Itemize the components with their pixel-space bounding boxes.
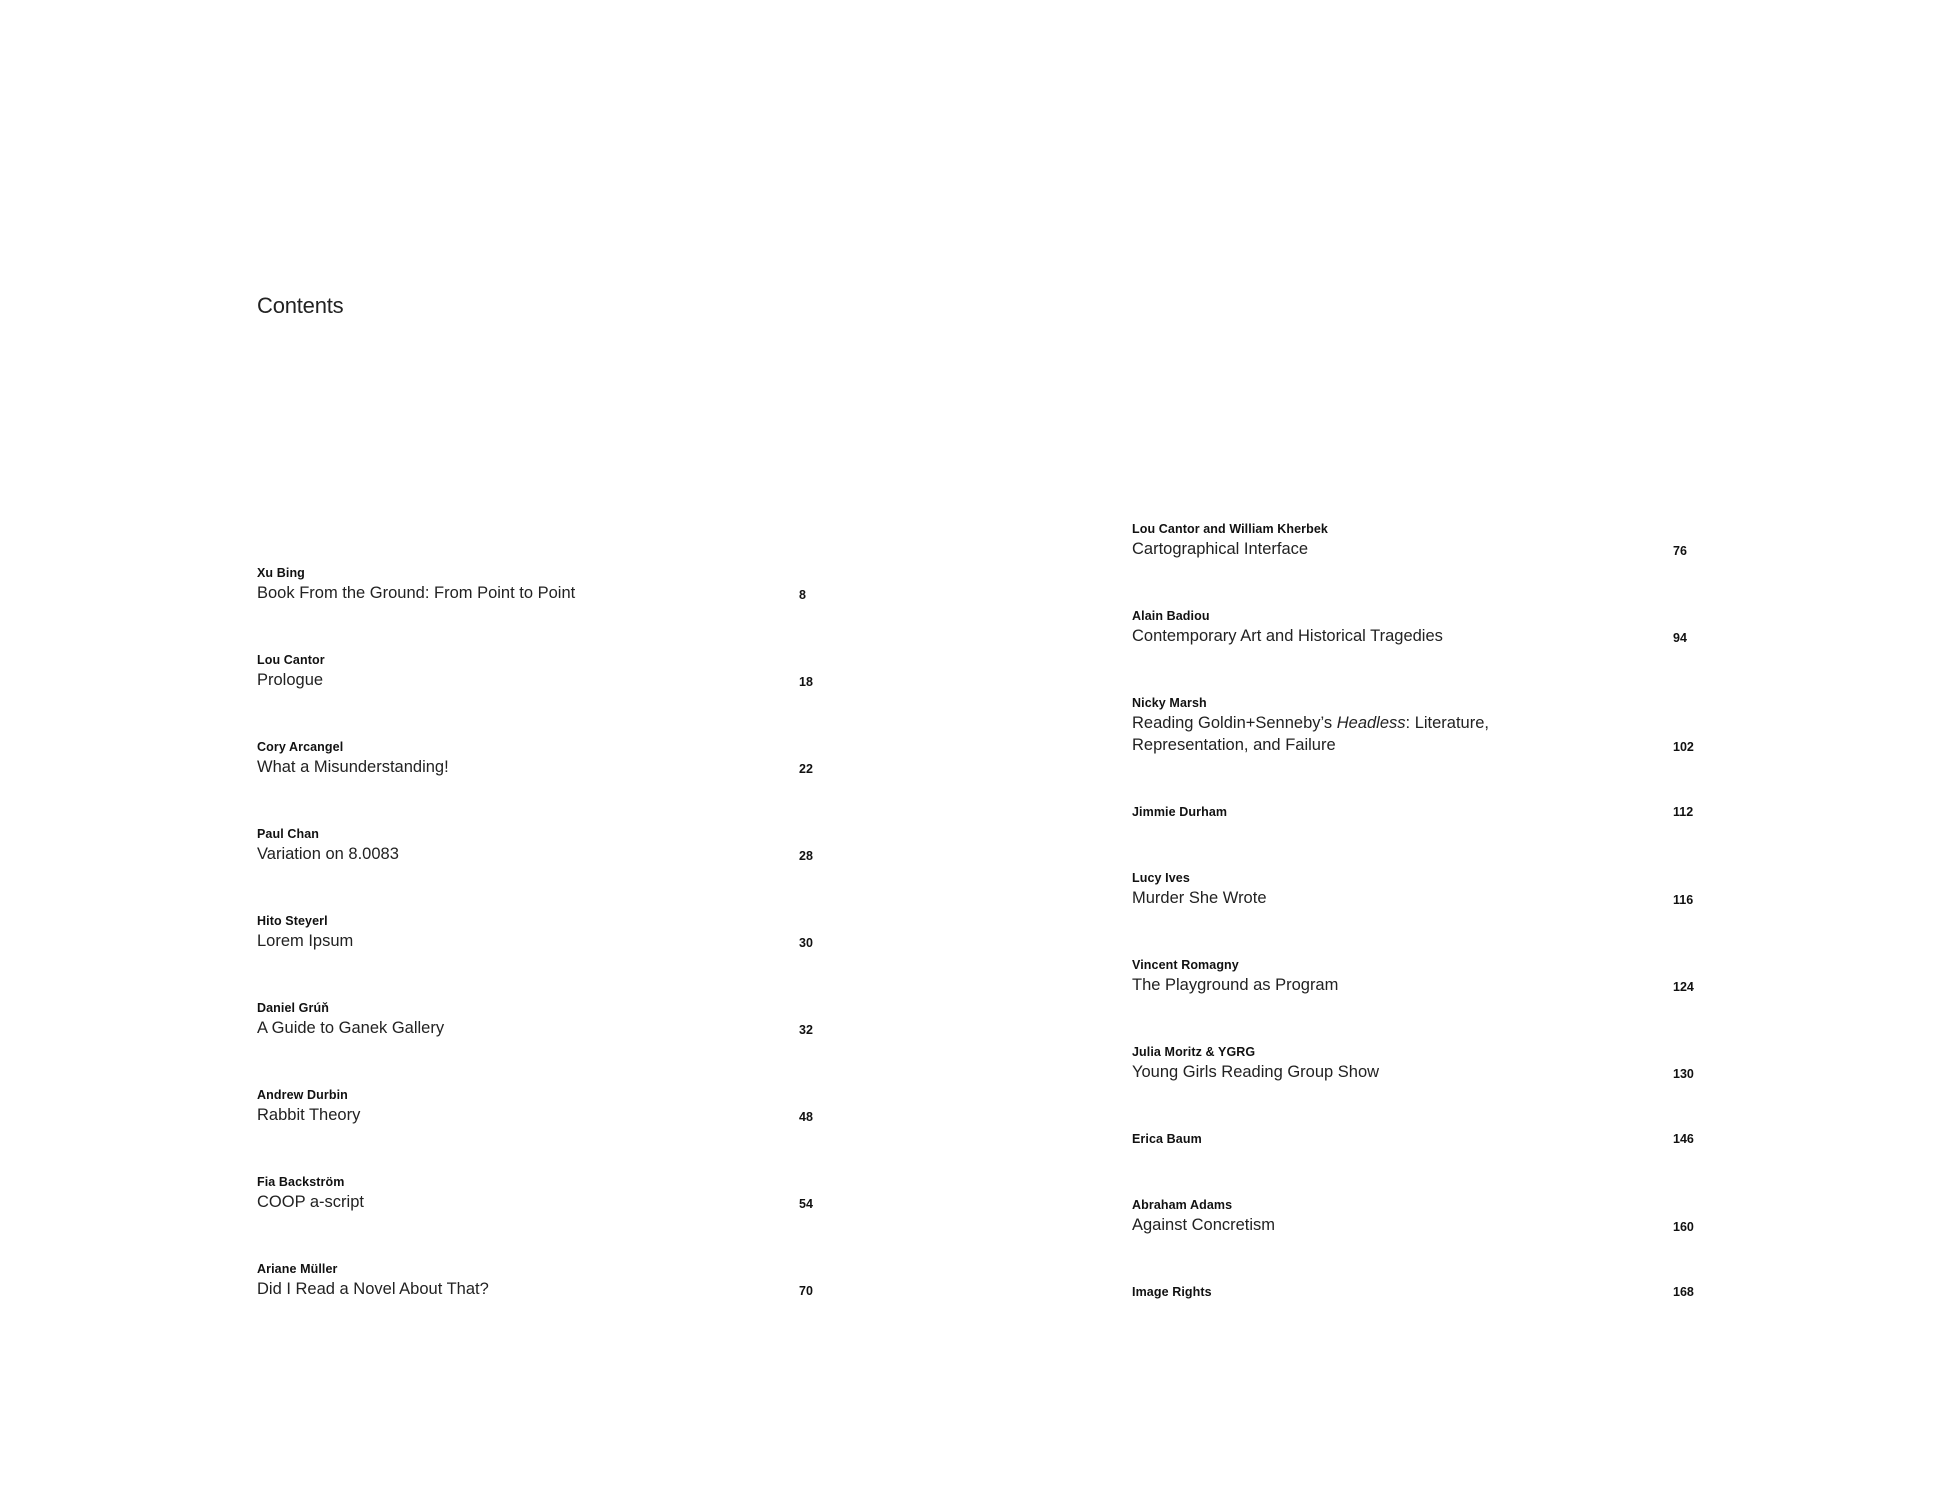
toc-title: Against Concretism [1132, 1216, 1276, 1234]
toc-page-number: 70 [799, 1284, 813, 1298]
toc-page-number: 30 [799, 936, 813, 950]
toc-author: Fia Backström [257, 1175, 345, 1189]
toc-author: Ariane Müller [257, 1262, 338, 1276]
toc-entry[interactable] [1132, 1194, 1712, 1281]
toc-title [1132, 712, 1552, 734]
toc-entry[interactable] [1132, 801, 1712, 867]
toc-entry[interactable] [257, 997, 837, 1084]
toc-entry[interactable] [1132, 605, 1712, 692]
toc-entry[interactable] [1132, 1128, 1712, 1194]
toc-title: A Guide to Ganek Gallery [257, 1019, 445, 1037]
toc-author: Andrew Durbin [257, 1088, 348, 1102]
toc-author: Cory Arcangel [257, 740, 344, 754]
toc-page-number: 32 [799, 1023, 813, 1037]
toc-author: Vincent Romagny [1132, 958, 1239, 972]
toc-title: Murder She Wrote [1132, 889, 1267, 907]
toc-page-number: 48 [799, 1110, 813, 1124]
toc-author: Abraham Adams [1132, 1198, 1233, 1212]
toc-author: Erica Baum [1132, 1132, 1202, 1146]
toc-entry[interactable] [1132, 954, 1712, 1041]
toc-entry[interactable] [1132, 1281, 1712, 1321]
toc-page-number: 28 [799, 849, 813, 863]
toc-title: The Playground as Program [1132, 976, 1339, 994]
toc-entry[interactable] [1132, 867, 1712, 954]
toc-entry[interactable] [257, 1171, 837, 1258]
toc-title: Lorem Ipsum [257, 932, 354, 950]
toc-page-number: 160 [1673, 1220, 1694, 1234]
toc-entry[interactable] [257, 649, 837, 736]
toc-entry[interactable] [257, 562, 837, 649]
toc-title-prefix: Reading Goldin+Senneby’s [1132, 714, 1337, 732]
toc-author: Image Rights [1132, 1285, 1212, 1299]
toc-page-number: 124 [1673, 980, 1694, 994]
toc-author: Hito Steyerl [257, 914, 328, 928]
toc-author: Nicky Marsh [1132, 696, 1207, 710]
toc-page-number: 94 [1673, 631, 1687, 645]
toc-entry[interactable] [1132, 692, 1712, 801]
toc-page-number: 8 [799, 588, 806, 602]
toc-page-number: 146 [1673, 1132, 1694, 1146]
toc-column-right [1132, 518, 1712, 1321]
toc-author: Jimmie Durham [1132, 805, 1228, 819]
toc-title: Rabbit Theory [257, 1106, 361, 1124]
toc-page-number: 102 [1673, 740, 1694, 754]
toc-title: Young Girls Reading Group Show [1132, 1063, 1380, 1081]
toc-title-suffix: : Literature, [1405, 714, 1489, 732]
toc-title: Cartographical Interface [1132, 540, 1309, 558]
toc-title: Prologue [257, 671, 324, 689]
toc-column-left [257, 562, 837, 1345]
toc-entry[interactable] [1132, 1041, 1712, 1128]
page-title: Contents [257, 293, 344, 318]
toc-page-number: 76 [1673, 544, 1687, 558]
toc-title: Book From the Ground: From Point to Point [257, 584, 576, 602]
toc-title: What a Misunderstanding! [257, 758, 449, 776]
toc-author: Paul Chan [257, 827, 320, 841]
toc-title: COOP a-script [257, 1193, 364, 1211]
toc-page-number: 18 [799, 675, 813, 689]
toc-entry[interactable] [257, 1084, 837, 1171]
toc-author: Lou Cantor [257, 653, 325, 667]
toc-entry[interactable] [257, 736, 837, 823]
toc-page-number: 22 [799, 762, 813, 776]
toc-author: Xu Bing [257, 566, 305, 580]
toc-page-number: 168 [1673, 1285, 1694, 1299]
toc-title-line2: Representation, and Failure [1132, 736, 1336, 754]
toc-entry[interactable] [257, 1258, 837, 1345]
toc-author: Alain Badiou [1132, 609, 1210, 623]
toc-author: Julia Moritz & YGRG [1132, 1045, 1256, 1059]
toc-title: Did I Read a Novel About That? [257, 1280, 489, 1298]
toc-author: Lucy Ives [1132, 871, 1190, 885]
toc-page-number: 130 [1673, 1067, 1694, 1081]
toc-title-italic: Headless [1336, 714, 1406, 732]
toc-author: Lou Cantor and William Kherbek [1132, 522, 1328, 536]
toc-title: Contemporary Art and Historical Tragedies [1132, 627, 1443, 645]
toc-page-number: 54 [799, 1197, 813, 1211]
toc-entry[interactable] [257, 910, 837, 997]
toc-entry[interactable] [257, 823, 837, 910]
toc-title: Variation on 8.0083 [257, 845, 399, 863]
toc-page-number: 112 [1673, 805, 1694, 819]
toc-author: Daniel Grúň [257, 1001, 329, 1015]
toc-page-number: 116 [1673, 893, 1694, 907]
toc-entry[interactable] [1132, 518, 1712, 605]
